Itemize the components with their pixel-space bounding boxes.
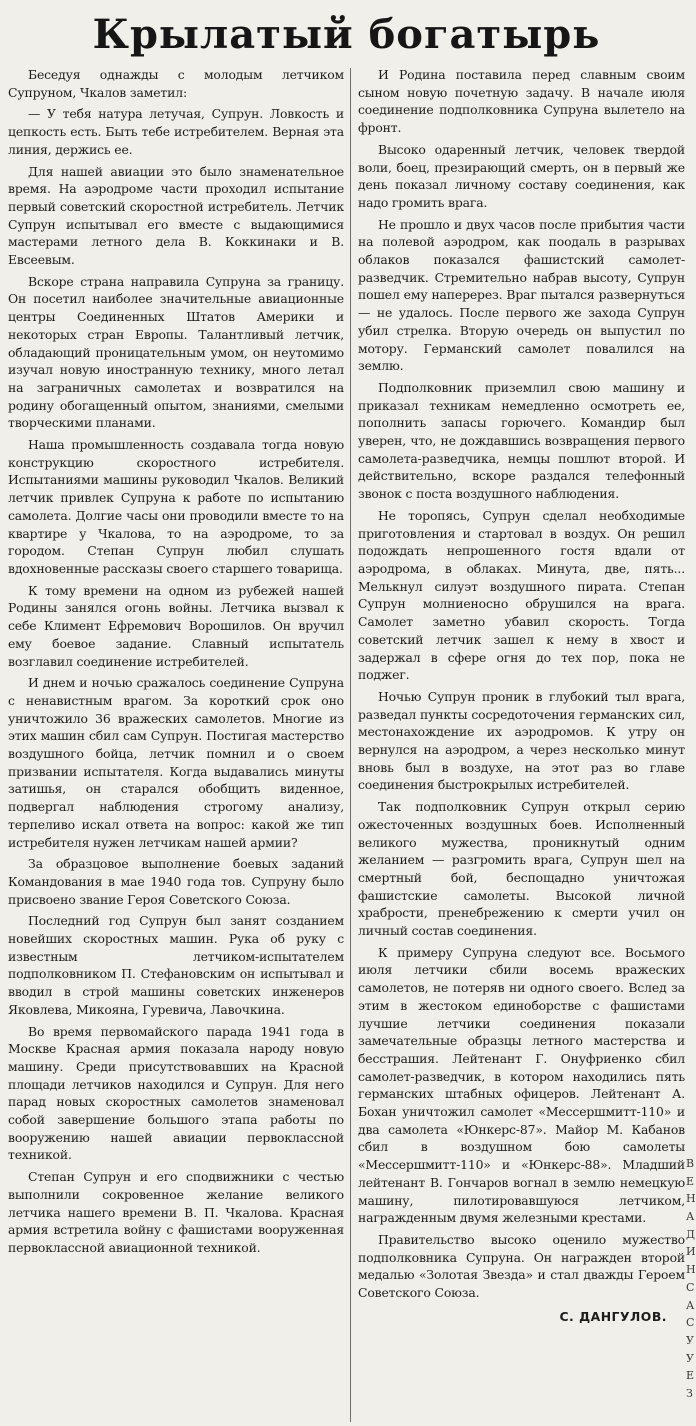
paragraph: Ночью Супрун проник в глубокий тыл врага, разведал пункты сосредоточения германских сил, местонахождение их аэродромов. К утру он вернулся на аэродром, а через несколько минут вновь был в воздухе, на этот раз во главе соединения быстрокрылых истребителей. — [358, 688, 685, 793]
paragraph: Подполковник приземлил свою машину и приказал техникам немедленно осмотреть ее, пополнить запасы горючего. Командир был уверен, что, не дождавшись возвращения первого самолета-разведчика, немцы пошлют второй. И действительно, вскоре раздался телефонный звонок с поста воздушного наблюдения. — [358, 379, 685, 502]
column-divider — [350, 68, 351, 1422]
paragraph: И Родина поставила перед славным своим сыном новую почетную задачу. В начале июля соединение подполковника Супруна вылетело на фронт. — [358, 67, 685, 136]
paragraph: Степан Супрун и его сподвижники с честью выполнили сокровенное желание великого летчика нашего времени В. П. Чкалова. Красная армия встретила войну с фашистами вооруженная первоклассной авиационной техникой. — [8, 1169, 344, 1255]
margin-letter: У — [686, 1351, 694, 1365]
paragraph: Во время первомайского парада 1941 года в Москве Красная армия показала народу новую машину. Среди присутствовавших на Красной площади летчиков находился и Супрун. Для него парад новых скоростных самолетов знаменовал собой завершение большого этапа работы по вооружению нашей авиации первоклассной техникой. — [8, 1023, 344, 1163]
paragraph: За образцовое выполнение боевых заданий Командования в мае 1940 года тов. Супруну было присвоено звание Героя Советского Союза. — [8, 856, 344, 907]
paragraph: Беседуя однажды с молодым летчиком Супруном, Чкалов заметил: — [8, 67, 344, 100]
paragraph: Последний год Супрун был занят созданием новейших скоростных машин. Рука об руку с известным летчиком-испытателем подполковником П. Стефановским он испытывал и вводил в строй машины советских инженеров Яковлева, Микояна, Гуревича, Лавочкина. — [8, 913, 344, 1017]
margin-letter: Е — [686, 1174, 695, 1188]
margin-letter: Н — [686, 1192, 696, 1206]
margin-letter: Н — [686, 1263, 696, 1277]
paragraph: И днем и ночью сражалось соединение Супруна с ненавистным врагом. За короткий срок оно уничтожило 36 вражеских самолетов. Многие из этих машин сбил сам Супрун. Постигая мастерство воздушного бойца, летчик помнил и о своем призвании испытателя. Когда выдавались минуты затишья, он старался обобщить виденное, подвергал наблюдения строгому анализу, терпеливо искал ответа на вопрос: какой же тип истребителя нужен летчикам нашей армии? — [8, 675, 344, 850]
paragraph: Правительство высоко оценило мужество подполковника Супруна. Он награжден второй медалью «Золотая Звезда» и стал дважды Героем Советского Союза. — [358, 1232, 685, 1301]
article-column-left — [8, 66, 344, 1422]
paragraph: Не прошло и двух часов после прибытия части на полевой аэродром, как поодаль в разрывах облаков показался фашистский самолет-разведчик. Стремительно набрав высоту, Супрун пошел ему наперерез. Враг пытался развернуться — не удалось. После первого же захода Супрун убил стрелка. Вторую очередь он выпустил по мотору. Германский самолет повалился на землю. — [358, 216, 685, 374]
margin-letter: У — [686, 1333, 694, 1347]
paragraph: Так подполковник Супрун открыл серию ожесточенных воздушных боев. Исполненный великого мужества, проникнутый одним желанием — разгромить врага, Супрун шел на смертный бой, беспощадно уничтожая фашистские самолеты. Высокой личной храбрости, пренебрежению к смерти учил он личный состав соединения. — [358, 799, 685, 939]
paragraph: Не торопясь, Супрун сделал необходимые приготовления и стартовал в воздух. Он решил подождать непрошенного гостя вдали от аэродрома, в облаках. Минута, две, пять... Мелькнул силуэт воздушного пирата. Степан Супрун молниеносно обрушился на врага. Самолет заметно убавил скорость. Тогда советский летчик зашел к нему в хвост и задержал в сфере огня до тех пор, пока не поджег. — [358, 507, 685, 683]
margin-letter: С — [686, 1316, 695, 1330]
article-title: Крылатый богатырь — [92, 11, 601, 58]
margin-letter: А — [686, 1210, 695, 1224]
margin-letter: С — [686, 1280, 695, 1294]
paragraph: Вскоре страна направила Супруна за границу. Он посетил наиболее значительные авиационные центры Соединенных Штатов Америки и некоторых стран Европы. Талантливый летчик, обладающий проницательным умом, он неутомимо изучал новую иностранную технику, много летал на заграничных самолетах и возвратился на родину обогащенный опытом, знаниями, смелыми творческими планами. — [8, 273, 344, 431]
margin-letter: И — [686, 1245, 696, 1259]
paragraph: Для нашей авиации это было знаменательное время. На аэродроме части проходил испытание первый советский скоростной истребитель. Летчик Супрун испытывал его вместе с выдающимися мастерами летного дела В. Коккинаки и В. Евсеевым. — [8, 163, 344, 268]
margin-letter: З — [686, 1386, 693, 1400]
paragraph: К тому времени на одном из рубежей нашей Родины занялся огонь войны. Летчика вызвал к себе Климент Ефремович Ворошилов. Он вручил ему боевое задание. Славный испытатель возглавил соединение истребителей. — [8, 582, 344, 669]
paragraph: — У тебя натура летучая, Супрун. Ловкость и цепкость есть. Быть тебе истребителем. Верная эта линия, держись ее. — [8, 106, 344, 157]
paragraph: К примеру Супруна следуют все. Восьмого июля летчики сбили восемь вражеских самолетов, не потеряв ни одного своего. Вслед за этим в жестоком единоборстве с фашистами лучшие летчики соединения показали замечательные образцы летного мастерства и бесстрашия. Лейтенант Г. Онуфриенко сбил самолет-разведчик, в котором находились пять германских штабных офицеров. Лейтенант А. Бохан уничтожил самолет «Мессершмитт-110» и два самолета «Юнкерс-87». Майор М. Кабанов сбил в воздушном бою самолеты «Мессершмитт-110» и «Юнкерс-88». Младший лейтенант В. Гончаров вогнал в землю немецкую машину, пилотировавшуюся летчиком, награжденным двумя железными крестами. — [358, 944, 685, 1226]
margin-letter: Е — [686, 1369, 695, 1383]
article-column-right — [358, 66, 685, 1422]
paragraph: Высоко одаренный летчик, человек твердой воли, боец, презирающий смерть, он в первый же день показал личному составу соединения, как надо громить врага. — [358, 141, 685, 210]
margin-letter: В — [686, 1157, 695, 1170]
margin-letter: Д — [686, 1227, 695, 1241]
paragraph: Наша промышленность создавала тогда новую конструкцию скоростного истребителя. Испытаниями машины руководил Чкалов. Великий летчик привлек Супруна к работе по испытанию самолета. Долгие часы они проводили вместе то на квартире у Чкалова, то на аэродроме, то за городом. Степан Супрун любил слушать вдохновенные рассказы своего старшего товарища. — [8, 437, 344, 576]
margin-fragment — [686, 1155, 696, 1420]
margin-letter: А — [686, 1298, 695, 1312]
author-signature: С. ДАНГУЛОВ. — [559, 1308, 667, 1324]
